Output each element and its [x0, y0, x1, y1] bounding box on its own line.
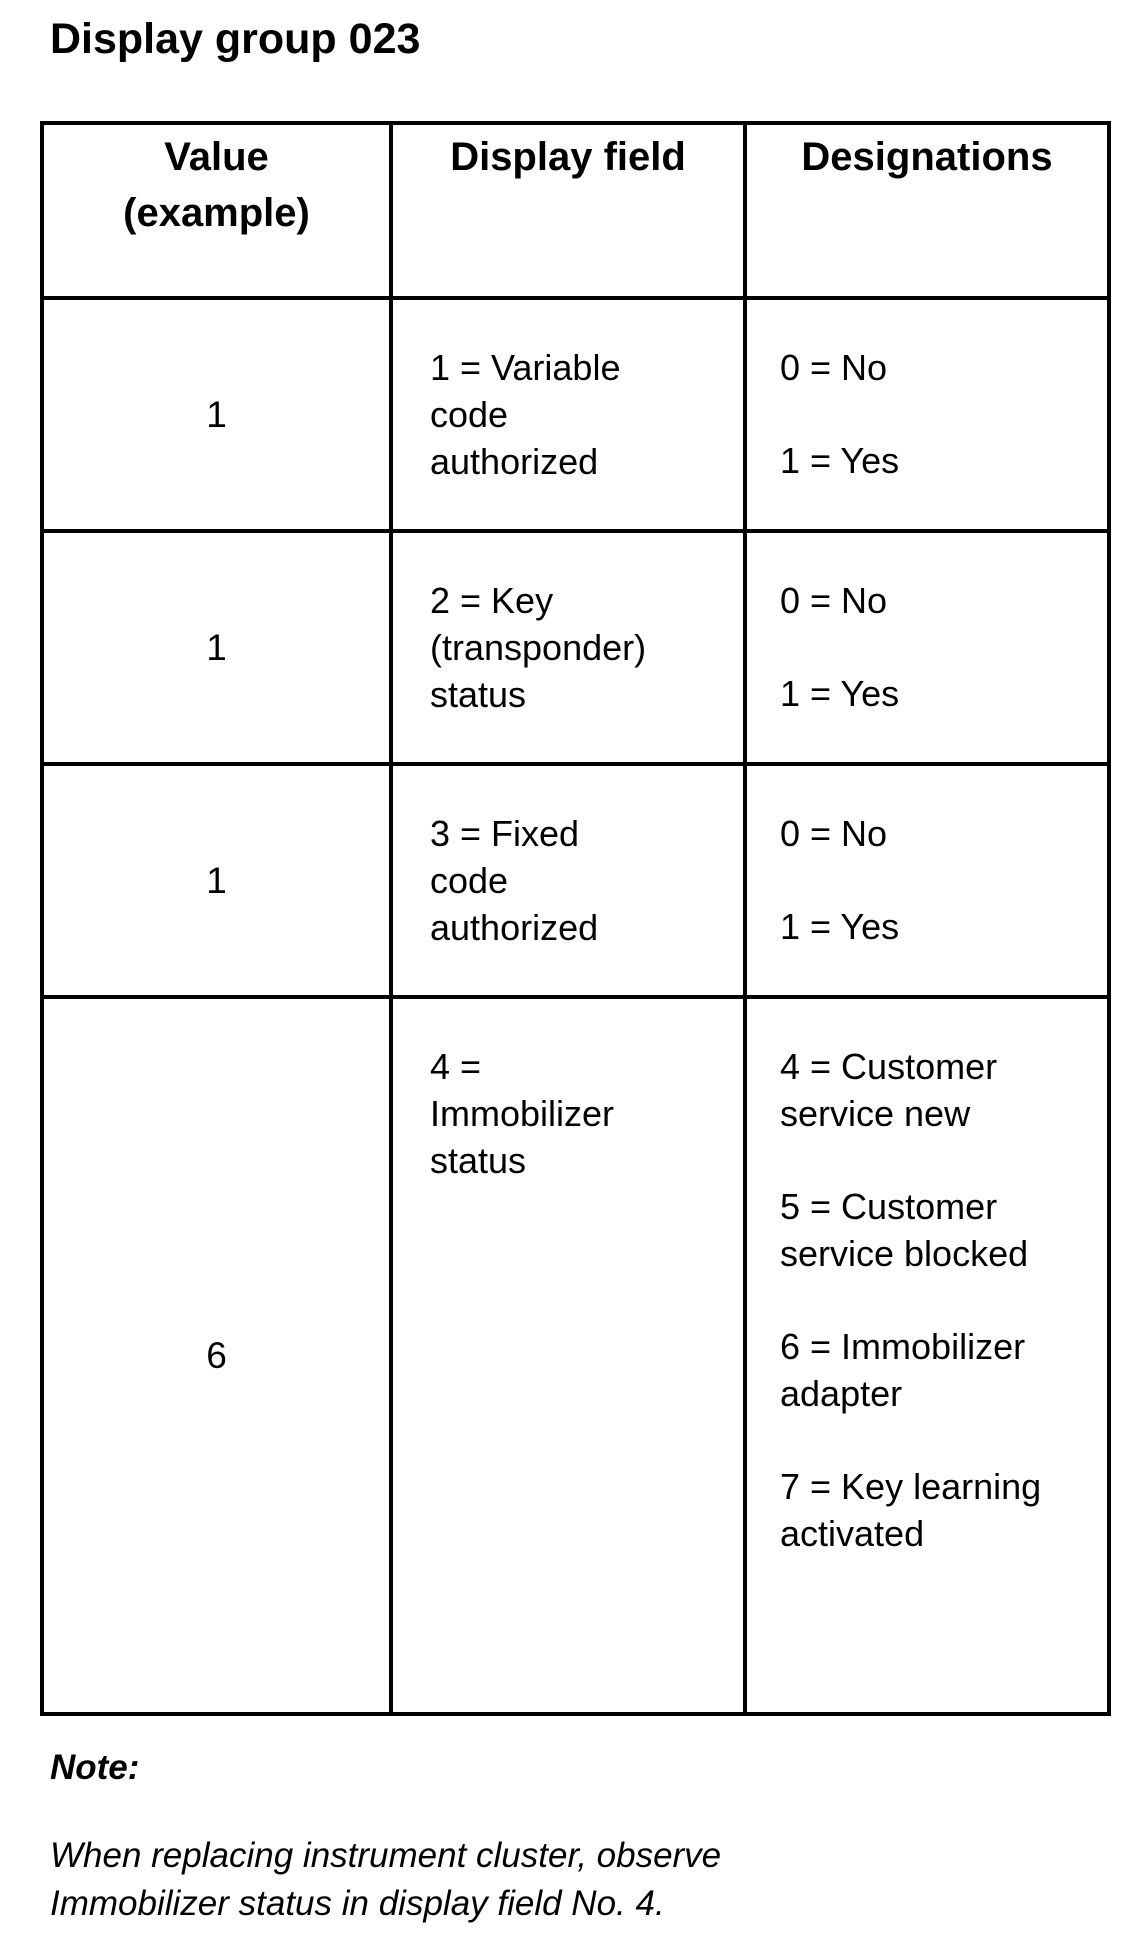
table-header-row: [42, 123, 1109, 298]
table-row: [42, 764, 1109, 997]
value-cell: 1: [42, 764, 391, 997]
designation-item: 4 = Customer service new: [780, 1046, 998, 1134]
page-title: Display group 023: [50, 15, 421, 63]
note-label: Note:: [50, 1748, 140, 1787]
designations-cell: [745, 298, 1109, 531]
designation-item: 1 = Yes: [780, 906, 900, 947]
header-designations: Designations: [745, 123, 1109, 298]
designation-item: 7 = Key learning activated: [780, 1466, 1042, 1554]
display-field-text: 1 = Variable code authorized: [430, 347, 621, 482]
table-row: [42, 531, 1109, 764]
display-field-cell: [391, 997, 745, 1714]
header-value-line2: (example): [123, 191, 310, 235]
designations-cell: [745, 531, 1109, 764]
value-cell: 6: [42, 997, 391, 1714]
designation-item: 0 = No: [780, 347, 888, 388]
display-field-cell: [391, 531, 745, 764]
display-field-cell: [391, 298, 745, 531]
designations-cell: [745, 764, 1109, 997]
display-field-cell: [391, 764, 745, 997]
note-line-2: Immobilizer status in display field No. 4.: [50, 1884, 665, 1923]
display-field-text: 3 = Fixed code authorized: [430, 813, 599, 948]
value-cell: 1: [42, 531, 391, 764]
designation-item: 6 = Immobilizer adapter: [780, 1326, 1026, 1414]
designation-item: 1 = Yes: [780, 673, 900, 714]
designation-item: 0 = No: [780, 813, 888, 854]
designation-item: 1 = Yes: [780, 440, 900, 481]
header-value-line1: Value: [164, 135, 269, 179]
table-row: [42, 997, 1109, 1714]
display-field-text: 4 = Immobilizer status: [430, 1046, 615, 1181]
note-line-1: When replacing instrument cluster, observe: [50, 1836, 722, 1875]
table-row: [42, 298, 1109, 531]
header-value-example: [42, 123, 391, 298]
value-cell: 1: [42, 298, 391, 531]
display-field-text: 2 = Key (transponder) status: [430, 580, 647, 715]
designation-item: 5 = Customer service blocked: [780, 1186, 1029, 1274]
designation-item: 0 = No: [780, 580, 888, 621]
display-group-table: [40, 121, 1111, 1716]
designations-cell: [745, 997, 1109, 1714]
note-text: [50, 1832, 950, 1928]
header-display-field: Display field: [391, 123, 745, 298]
